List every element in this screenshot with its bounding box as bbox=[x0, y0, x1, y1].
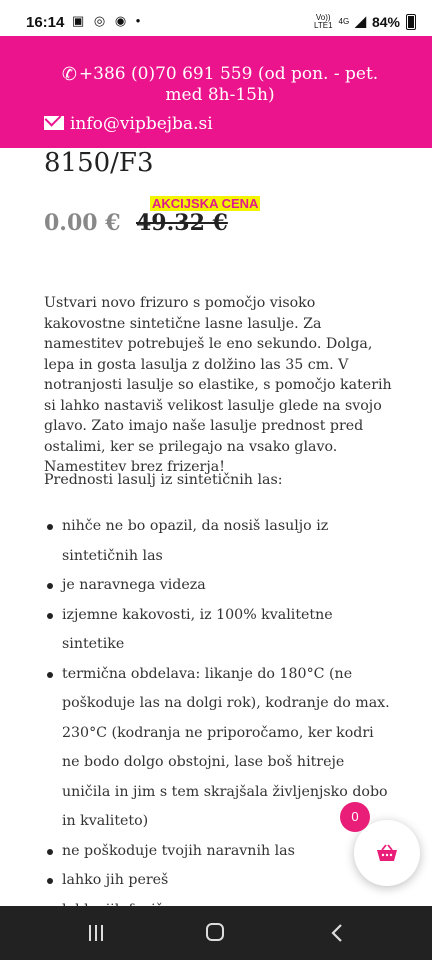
list-item: nihče ne bo opazil, da nosiš lasuljo iz sintetičnih las bbox=[44, 512, 394, 571]
network-indicator: 4G bbox=[338, 16, 350, 26]
cart-button[interactable] bbox=[354, 820, 420, 886]
battery-icon bbox=[406, 14, 416, 30]
email-address: info@vipbejba.si bbox=[70, 114, 213, 134]
status-time: 16:14 bbox=[26, 14, 65, 31]
status-indicators bbox=[314, 13, 416, 30]
signal-icon: ◢ bbox=[355, 13, 366, 29]
back-icon[interactable] bbox=[330, 924, 344, 942]
battery-percent: 84% bbox=[371, 13, 400, 30]
current-price: 0.00 € bbox=[44, 210, 121, 236]
product-description: Ustvari novo frizuro s pomočjo visoko kakovostne sintetične lasne lasulje. Za namestitev potrebuješ le eno sekundo. Dolga, lepa in gosta lasulja z dolžino las 35 cm. V notranjosti lasulje so elastike, s pomočjo katerih si lahko nastaviš velikost lasulje glede na svojo glavo. Zato imajo naše lasulje prednost pred ostalimi, ker se prilegajo na vsako glavo. Namestitev brez frizerja! bbox=[44, 295, 392, 475]
promo-badge: AKCIJSKA CENA bbox=[152, 196, 259, 211]
cart-count-badge: 0 bbox=[340, 802, 370, 832]
mail-icon bbox=[44, 116, 64, 130]
original-price: 49.32 € bbox=[136, 210, 228, 236]
volte-indicator: Vo)) LTE1 bbox=[313, 12, 333, 30]
home-icon[interactable] bbox=[206, 923, 224, 941]
list-item: lahko jih pereš bbox=[44, 866, 394, 896]
list-item: je naravnega videza bbox=[44, 571, 394, 601]
notification-icons: ▣ ◎ ◉ • bbox=[72, 13, 144, 28]
benefits-list bbox=[44, 512, 394, 955]
phone-contact[interactable] bbox=[60, 64, 380, 105]
list-item: ne poškoduje tvojih naravnih las bbox=[44, 837, 394, 867]
recent-apps-icon[interactable] bbox=[88, 924, 104, 942]
benefits-title: Prednosti lasulj iz sintetičnih las: bbox=[44, 472, 283, 488]
price-row bbox=[44, 210, 404, 242]
basket-icon bbox=[376, 844, 398, 862]
contact-header bbox=[0, 36, 432, 148]
phone-number: +386 (0)70 691 559 (od pon. - pet. med 8h-15h) bbox=[78, 64, 379, 105]
product-title: 8150/F3 bbox=[44, 148, 154, 178]
phone-icon: ✆ bbox=[61, 64, 77, 85]
navigation-bar bbox=[0, 906, 432, 960]
email-contact[interactable] bbox=[44, 114, 213, 134]
list-item: termična obdelava: likanje do 180°C (ne poškoduje las na dolgi rok), kodranje do max. 230°C (kodranja ne priporočamo, ker kodri ne bodo dolgo obstojni, lase boš hitreje uničila in jim s tem skrajšala življenjsko dobo in kvaliteto) bbox=[44, 660, 394, 837]
list-item: izjemne kakovosti, iz 100% kvalitetne sintetike bbox=[44, 601, 394, 660]
